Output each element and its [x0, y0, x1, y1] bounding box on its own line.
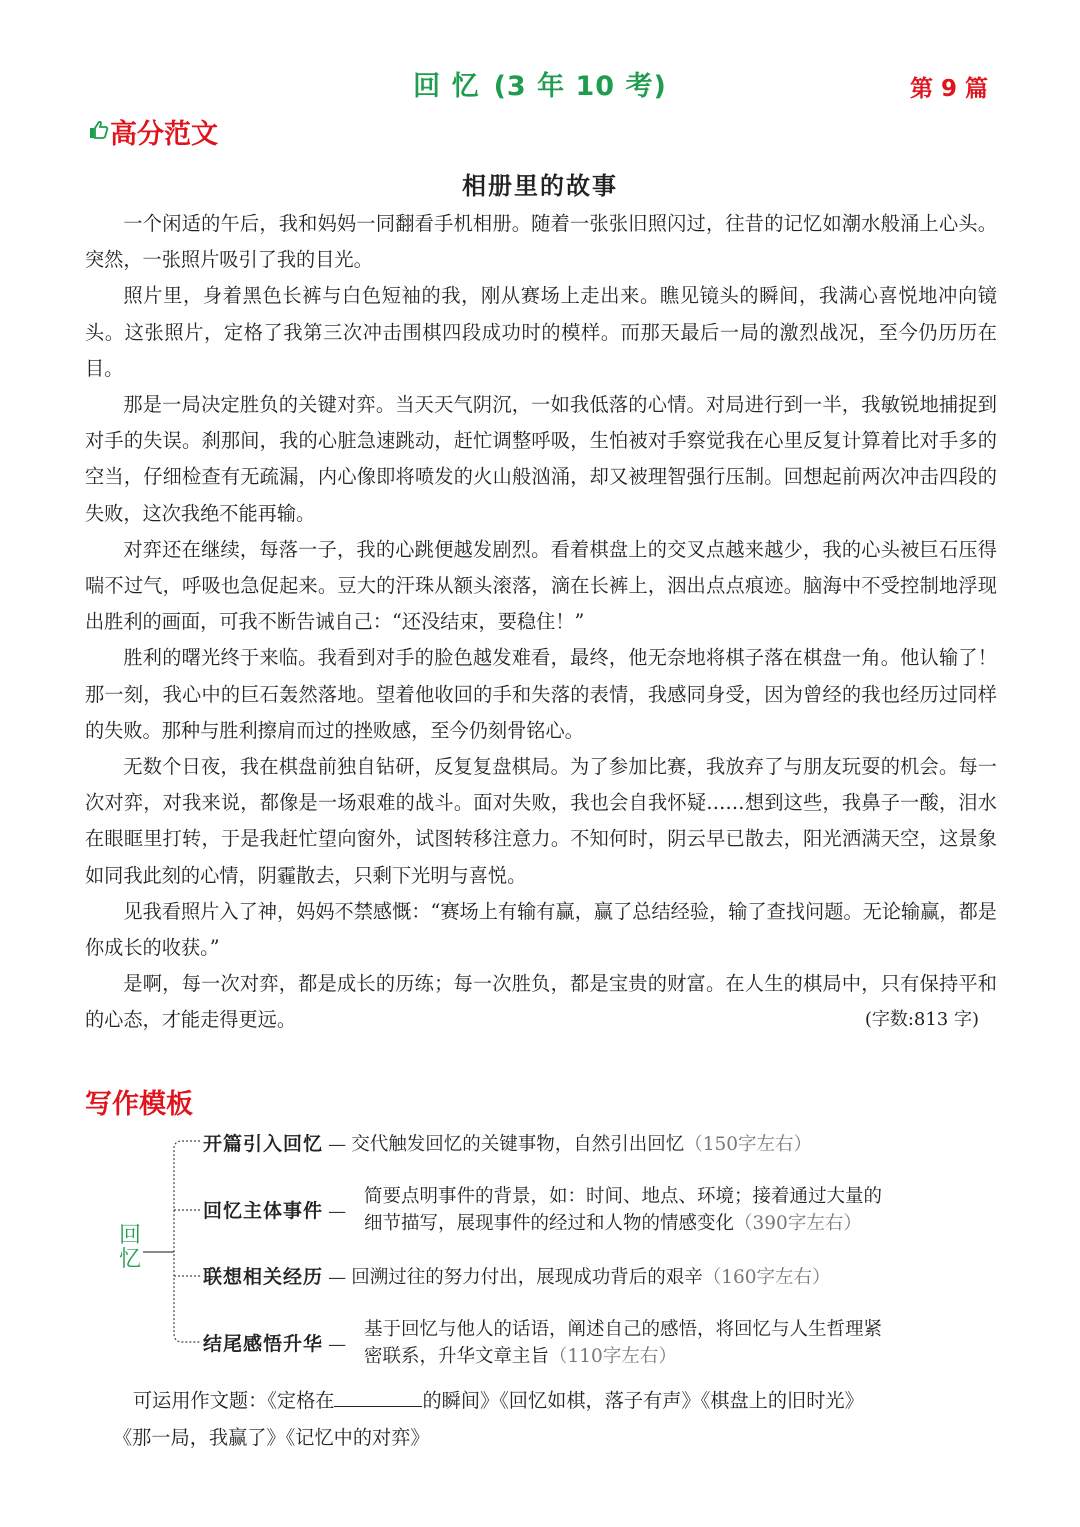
usable-title: 《回忆如棋，落子有声》 [499, 1389, 701, 1412]
branch-desc [364, 1183, 882, 1237]
usable-titles-line [85, 1419, 997, 1456]
branch-dash: — [328, 1201, 347, 1222]
essay-paragraph: 胜利的曙光终于来临。我看到对手的脸色越发难看，最终，他无奈地将棋子落在棋盘一角。他认输了！那一刻，我心中的巨石轰然落地。望着他收回的手和失落的表情，我感同身受，因为曾经的我也经历过同样的失败。那种与胜利擦肩而过的挫败感，至今仍刻骨铭心。 [85, 646, 997, 742]
section-excellent-heading [88, 112, 218, 151]
mindmap-branch [203, 1262, 831, 1291]
branch-name: 开篇引入回忆 [203, 1133, 324, 1155]
usable-title: 的瞬间》 [422, 1389, 500, 1412]
essay-body [85, 206, 997, 1039]
branch-desc-line: 密联系，升华文章主旨 [364, 1346, 550, 1367]
usable-title: 《棋盘上的旧时光》 [700, 1389, 864, 1412]
mindmap-branch [203, 1329, 346, 1356]
fill-blank [334, 1388, 422, 1407]
branch-count: （160字左右） [702, 1267, 831, 1288]
branch-count: （150字左右） [684, 1134, 813, 1155]
mindmap-branch [203, 1196, 346, 1223]
usable-titles-line [85, 1382, 997, 1419]
usable-titles-intro: 可运用作文题： [133, 1389, 268, 1412]
section-excellent-label: 高分范文 [110, 119, 218, 150]
branch-count: （110字左右） [549, 1346, 677, 1367]
branch-count: （390字左右） [734, 1213, 862, 1234]
essay-paragraph: 照片里，身着黑色长裤与白色短袖的我，刚从赛场上走出来。瞧见镜头的瞬间，我满心喜悦地冲向镜头。这张照片，定格了我第三次冲击围棋四段成功时的模样。而那天最后一局的激烈战况，至今仍历历在目。 [85, 284, 997, 380]
branch-desc: 交代触发回忆的关键事物，自然引出回忆 [351, 1134, 685, 1155]
essay-paragraph [85, 966, 997, 1038]
branch-name: 回忆主体事件 [203, 1200, 324, 1222]
usable-titles [85, 1382, 997, 1456]
branch-dash: — [328, 1134, 347, 1155]
mindmap-connectors [140, 1125, 210, 1355]
page-title-sub: (3 年 10 考) [493, 71, 667, 102]
branch-dash: — [328, 1334, 347, 1355]
branch-desc [364, 1316, 882, 1370]
essay-paragraph: 无数个日夜，我在棋盘前独自钻研，反复复盘棋局。为了参加比赛，我放弃了与朋友玩耍的机会。每一次对弈，对我来说，都像是一场艰难的战斗。面对失败，我也会自我怀疑……想到这些，我鼻子一酸，泪水在眼眶里打转，于是我赶忙望向窗外，试图转移注意力。不知何时，阴云早已散去，阳光洒满天空，这景象如同我此刻的心情，阴霾散去，只剩下光明与喜悦。 [85, 755, 997, 887]
section-template-heading: 写作模板 [85, 1089, 193, 1120]
word-count: (字数:813 字) [864, 1009, 979, 1031]
page-number-label: 第 9 篇 [910, 76, 989, 102]
essay-paragraph: 那是一局决定胜负的关键对弈。当天天气阴沉，一如我低落的心情。对局进行到一半，我敏锐地捕捉到对手的失误。刹那间，我的心脏急速跳动，赶忙调整呼吸，生怕被对手察觉我在心里反复计算着比对手多的空当，仔细检查有无疏漏，内心像即将喷发的火山般汹涌，却又被理智强行压制。回想起前两次冲击四段的失败，这次我绝不能再输。 [85, 393, 997, 525]
usable-title: 《定格在 [267, 1389, 335, 1412]
branch-desc-line: 细节描写，展现事件的经过和人物的情感变化 [364, 1213, 735, 1234]
essay-paragraph: 见我看照片入了神，妈妈不禁感慨：“赛场上有输有赢，赢了总结经验，输了查找问题。无论输赢，都是你成长的收获。” [85, 899, 997, 960]
branch-desc-line: 简要点明事件的背景，如：时间、地点、环境；接着通过大量的 [364, 1186, 883, 1207]
mindmap-branch [203, 1129, 812, 1158]
essay-paragraph: 一个闲适的午后，我和妈妈一同翻看手机相册。随着一张张旧照闪过，往昔的记忆如潮水般涌上心头。突然，一张照片吸引了我的目光。 [85, 212, 997, 272]
branch-desc-line: 基于回忆与他人的话语，阐述自己的感悟，将回忆与人生哲理紧 [364, 1319, 883, 1340]
essay-paragraph: 对弈还在继续，每落一子，我的心跳便越发剧烈。看着棋盘上的交叉点越来越少，我的心头被巨石压得喘不过气，呼吸也急促起来。豆大的汗珠从额头滚落，滴在长裤上，洇出点点痕迹。脑海中不受控制地浮现出胜利的画面，可我不断告诫自己：“还没结束，要稳住！” [85, 537, 997, 634]
branch-dash: — [328, 1267, 347, 1288]
usable-title: 《那一局，我赢了》 [113, 1426, 286, 1449]
thumbs-up-icon [88, 119, 110, 145]
branch-name: 结尾感悟升华 [203, 1333, 324, 1355]
essay-last-paragraph-text: 是啊，每一次对弈，都是成长的历练；每一次胜负，都是宝贵的财富。在人生的棋局中，只有保持平和的心态，才能走得更远。 [85, 972, 997, 1032]
essay-title: 相册里的故事 [462, 171, 618, 200]
branch-name: 联想相关经历 [203, 1266, 324, 1288]
page-title-main: 回 忆 [413, 71, 480, 102]
mindmap-root: 回忆 [118, 1223, 141, 1272]
branch-desc: 回溯过往的努力付出，展现成功背后的艰辛 [351, 1267, 703, 1288]
usable-title: 《记忆中的对弈》 [285, 1426, 430, 1449]
